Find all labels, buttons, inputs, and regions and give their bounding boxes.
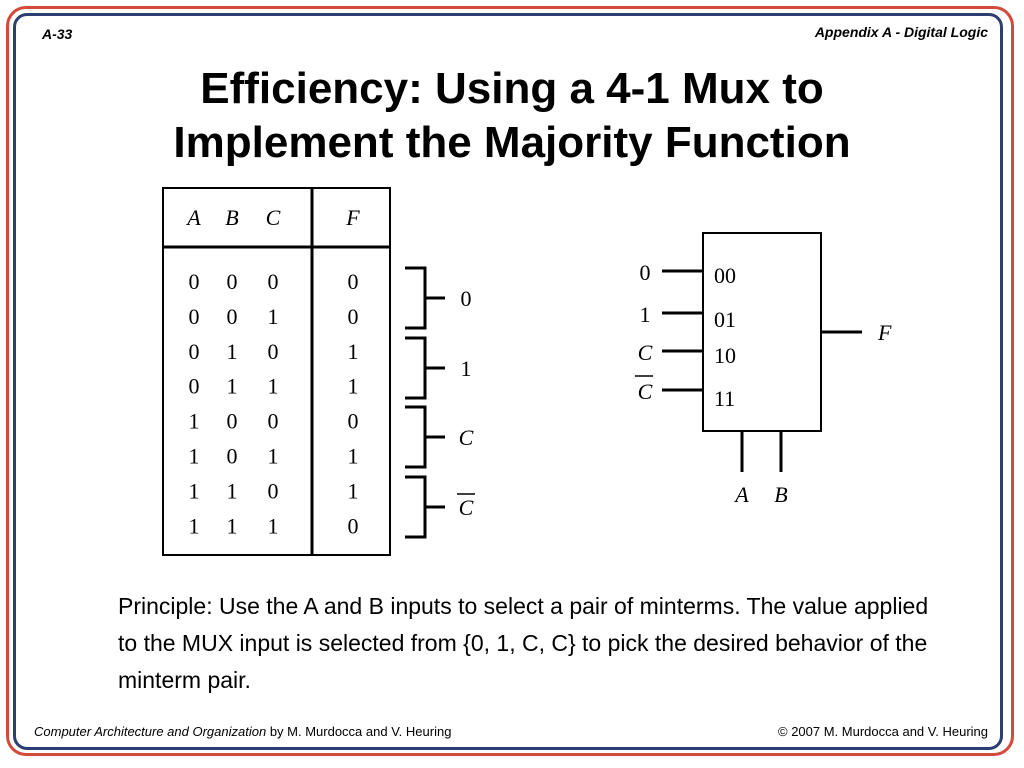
truth-table-cell: 1 — [226, 478, 238, 504]
mux-select-code: 01 — [714, 307, 736, 332]
truth-table-cell: 1 — [347, 443, 359, 469]
slide-number: A-33 — [42, 26, 73, 42]
truth-table-cell: 0 — [188, 269, 200, 294]
truth-table-cell: 1 — [226, 373, 238, 399]
slide-title-line-2: Implement the Majority Function — [173, 118, 851, 167]
truth-table-cell: 0 — [267, 269, 279, 294]
section-title: Appendix A - Digital Logic — [814, 24, 988, 40]
truth-table-cell: 1 — [188, 443, 200, 469]
mux-input-value: 0 — [639, 260, 651, 285]
mux-select-code: 00 — [714, 263, 736, 288]
bracket — [405, 477, 425, 537]
truth-table-cell: 1 — [347, 338, 359, 364]
truth-table-cell: 1 — [188, 478, 200, 504]
bracket-label: 0 — [460, 286, 472, 311]
mux-select-label: B — [774, 482, 788, 507]
truth-table-header-a: A — [187, 205, 201, 230]
bracket-label: C — [458, 495, 474, 520]
truth-table-cell: 1 — [226, 338, 238, 364]
slide-title-line-1: Efficiency: Using a 4-1 Mux to — [200, 64, 824, 113]
mux-select-code: 10 — [714, 343, 736, 368]
truth-table-cell: 0 — [267, 478, 279, 504]
truth-table-cell: 0 — [267, 338, 279, 364]
mux-input-value: C — [637, 340, 653, 365]
truth-table-cell: 0 — [226, 303, 238, 329]
principle-text: Principle: Use the A and B inputs to select a pair of minterms. The value applied to the MUX input is selected from {0, 1, C, C} to pick the desired behavior of the minterm pair. — [118, 593, 929, 693]
bracket — [405, 338, 425, 398]
truth-table-cell: 0 — [188, 303, 200, 329]
minterm-pair-brackets — [405, 268, 475, 537]
truth-table-cell: 0 — [188, 373, 200, 399]
truth-table-cell: 0 — [226, 408, 238, 434]
footer-copyright: © 2007 M. Murdocca and V. Heuring — [778, 724, 988, 739]
truth-table-cell: 1 — [267, 443, 279, 469]
truth-table-cell: 0 — [347, 303, 359, 329]
bracket — [405, 268, 425, 328]
truth-table-cell: 0 — [347, 269, 359, 294]
truth-table-cell: 0 — [347, 513, 359, 539]
bracket-label: C — [458, 425, 474, 450]
truth-table-cell: 1 — [347, 373, 359, 399]
truth-table-cell: 1 — [267, 303, 279, 329]
truth-table-cell: 1 — [267, 513, 279, 539]
mux-input-value: 1 — [639, 302, 651, 327]
mux-select-code: 11 — [714, 386, 736, 411]
truth-table-cell: 1 — [347, 478, 359, 504]
truth-table-cell: 0 — [188, 338, 200, 364]
mux — [635, 233, 892, 507]
footer-book-credit — [34, 724, 451, 739]
truth-table — [163, 188, 390, 555]
footer-authors: by M. Murdocca and V. Heuring — [266, 724, 452, 739]
truth-table-cell: 1 — [188, 408, 200, 434]
truth-table-header-b: B — [225, 205, 239, 230]
mux-input-value: C — [637, 379, 653, 404]
truth-table-header-f: F — [346, 205, 360, 230]
bracket-label: 1 — [460, 356, 472, 381]
truth-table-cell: 0 — [267, 408, 279, 434]
truth-table-cell: 0 — [226, 269, 238, 294]
truth-table-cell: 1 — [267, 373, 279, 399]
footer-book-title: Computer Architecture and Organization — [34, 724, 267, 739]
truth-table-cell: 0 — [226, 443, 238, 469]
bracket — [405, 407, 425, 467]
truth-table-header-c: C — [265, 205, 281, 230]
mux-output-label: F — [878, 320, 892, 345]
truth-table-cell: 0 — [347, 408, 359, 434]
mux-select-label: A — [735, 482, 749, 507]
truth-table-cell: 1 — [226, 513, 238, 539]
truth-table-cell: 1 — [188, 513, 200, 539]
